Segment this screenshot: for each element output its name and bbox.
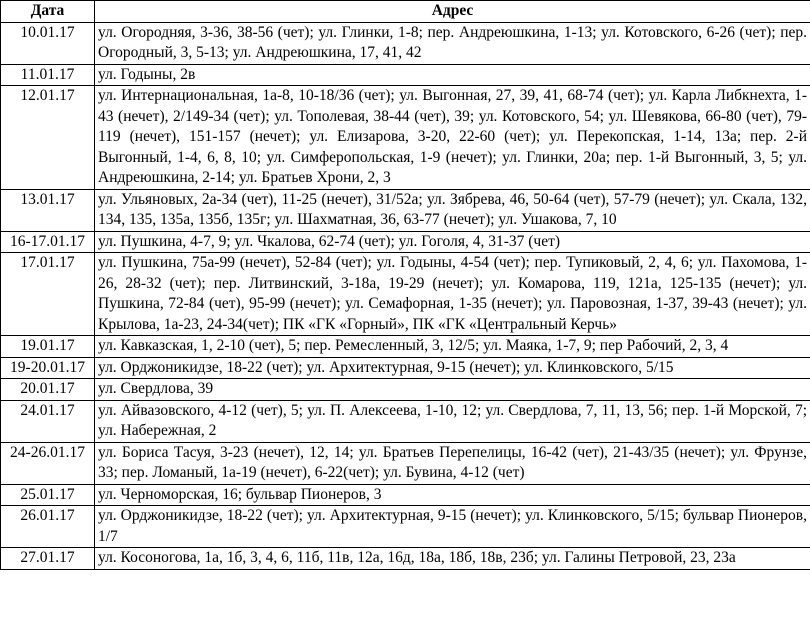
address-cell: ул. Орджоникидзе, 18-22 (чет); ул. Архитектурная, 9-15 (нечет); ул. Клинковского, 5/15; бульвар Пионеров, 1/7 bbox=[95, 506, 810, 548]
table-row bbox=[1, 379, 810, 401]
address-cell: ул. Черноморская, 16; бульвар Пионеров, 3 bbox=[95, 484, 810, 506]
table-row bbox=[1, 400, 810, 442]
table-row bbox=[1, 22, 810, 64]
address-cell: ул. Годыны, 2в bbox=[95, 64, 810, 86]
address-cell: ул. Огородняя, 3-36, 38-56 (чет); ул. Глинки, 1-8; пер. Андреюшкина, 1-13; ул. Котовского, 6-26 (чет); пер. Огородный, 3, 5-13; ул. Андреюшкина, 17, 41, 42 bbox=[95, 22, 810, 64]
address-cell: ул. Пушкина, 4-7, 9; ул. Чкалова, 62-74 (чет); ул. Гоголя, 4, 31-37 (чет) bbox=[95, 231, 810, 253]
date-cell: 27.01.17 bbox=[1, 548, 95, 570]
address-cell: ул. Айвазовского, 4-12 (чет), 5; ул. П. Алексеева, 1-10, 12; ул. Свердлова, 7, 11, 13, 56; пер. 1-й Морской, 7; ул. Набережная, 2 bbox=[95, 400, 810, 442]
address-cell: ул. Кавказская, 1, 2-10 (чет), 5; пер. Ремесленный, 3, 12/5; ул. Маяка, 1-7, 9; пер Рабочий, 2, 3, 4 bbox=[95, 336, 810, 358]
date-cell: 17.01.17 bbox=[1, 253, 95, 336]
table-row bbox=[1, 336, 810, 358]
date-cell: 12.01.17 bbox=[1, 86, 95, 190]
table-row bbox=[1, 357, 810, 379]
date-cell: 13.01.17 bbox=[1, 189, 95, 231]
date-cell: 10.01.17 bbox=[1, 22, 95, 64]
date-cell: 19.01.17 bbox=[1, 336, 95, 358]
date-cell: 16-17.01.17 bbox=[1, 231, 95, 253]
table-row bbox=[1, 189, 810, 231]
table-row bbox=[1, 64, 810, 86]
address-cell: ул. Ульяновых, 2а-34 (чет), 11-25 (нечет), 31/52а; ул. Зябрева, 46, 50-64 (чет), 57-79 (нечет); ул. Скала, 132, 134, 135, 135а, 135б, 135г; ул. Шахматная, 36, 63-77 (нечет); ул. Ушакова, 7, 10 bbox=[95, 189, 810, 231]
date-cell: 20.01.17 bbox=[1, 379, 95, 401]
table-row bbox=[1, 548, 810, 570]
table-row bbox=[1, 253, 810, 336]
address-cell: ул. Пушкина, 75а-99 (нечет), 52-84 (чет); ул. Годыны, 4-54 (чет); пер. Тупиковый, 2, 4, 6; ул. Пахомова, 1-26, 28-32 (чет); пер. Литвинский, 3-18а, 19-29 (нечет); ул. Комарова, 119, 121а, 125-135 (нечет); ул. Пушкина, 72-84 (чет), 95-99 (нечет); ул. Семафорная, 1-35 (нечет); ул. Паровозная, 1-37, 39-43 (нечет); ул. Крылова, 1а-23, 24-34(чет); ПК «ГК «Горный», ПК «ГК «Центральный Керчь» bbox=[95, 253, 810, 336]
table-row bbox=[1, 484, 810, 506]
date-cell: 24.01.17 bbox=[1, 400, 95, 442]
date-cell: 11.01.17 bbox=[1, 64, 95, 86]
table-row bbox=[1, 86, 810, 190]
address-cell: ул. Орджоникидзе, 18-22 (чет); ул. Архитектурная, 9-15 (нечет); ул. Клинковского, 5/15 bbox=[95, 357, 810, 379]
address-cell: ул. Свердлова, 39 bbox=[95, 379, 810, 401]
date-column-header: Дата bbox=[1, 1, 95, 23]
table-row bbox=[1, 442, 810, 484]
address-cell: ул. Косоногова, 1а, 1б, 3, 4, 6, 11б, 11в, 12а, 16д, 18а, 18б, 18в, 23б; ул. Галины Петровой, 23, 23а bbox=[95, 548, 810, 570]
date-cell: 24-26.01.17 bbox=[1, 442, 95, 484]
table-row bbox=[1, 506, 810, 548]
address-column-header: Адрес bbox=[95, 1, 810, 23]
address-cell: ул. Интернациональная, 1а-8, 10-18/36 (чет); ул. Выгонная, 27, 39, 41, 68-74 (чет); ул. Карла Либкнехта, 1-43 (нечет), 2/149-34 (чет); ул. Тополевая, 38-44 (чет), 39; ул. Котовского, 54; ул. Шевякова, 66-80 (чет), 79-119 (нечет), 151-157 (нечет); ул. Елизарова, 3-20, 22-60 (чет); ул. Перекопская, 1-14, 13а; пер. 2-й Выгонный, 1-4, 6, 8, 10; ул. Симферопольская, 1-9 (нечет); ул. Глинки, 20а; пер. 1-й Выгонный, 3, 5; ул. Андреюшкина, 2-14; ул. Братьев Хрони, 2, 3 bbox=[95, 86, 810, 190]
table-row bbox=[1, 231, 810, 253]
address-cell: ул. Бориса Тасуя, 3-23 (нечет), 12, 14; ул. Братьев Перепелицы, 16-42 (чет), 21-43/35 (нечет); ул. Фрунзе, 33; пер. Ломаный, 1а-19 (нечет), 6-22(чет); ул. Бувина, 4-12 (чет) bbox=[95, 442, 810, 484]
header-row bbox=[1, 1, 810, 23]
date-cell: 25.01.17 bbox=[1, 484, 95, 506]
date-cell: 26.01.17 bbox=[1, 506, 95, 548]
date-cell: 19-20.01.17 bbox=[1, 357, 95, 379]
